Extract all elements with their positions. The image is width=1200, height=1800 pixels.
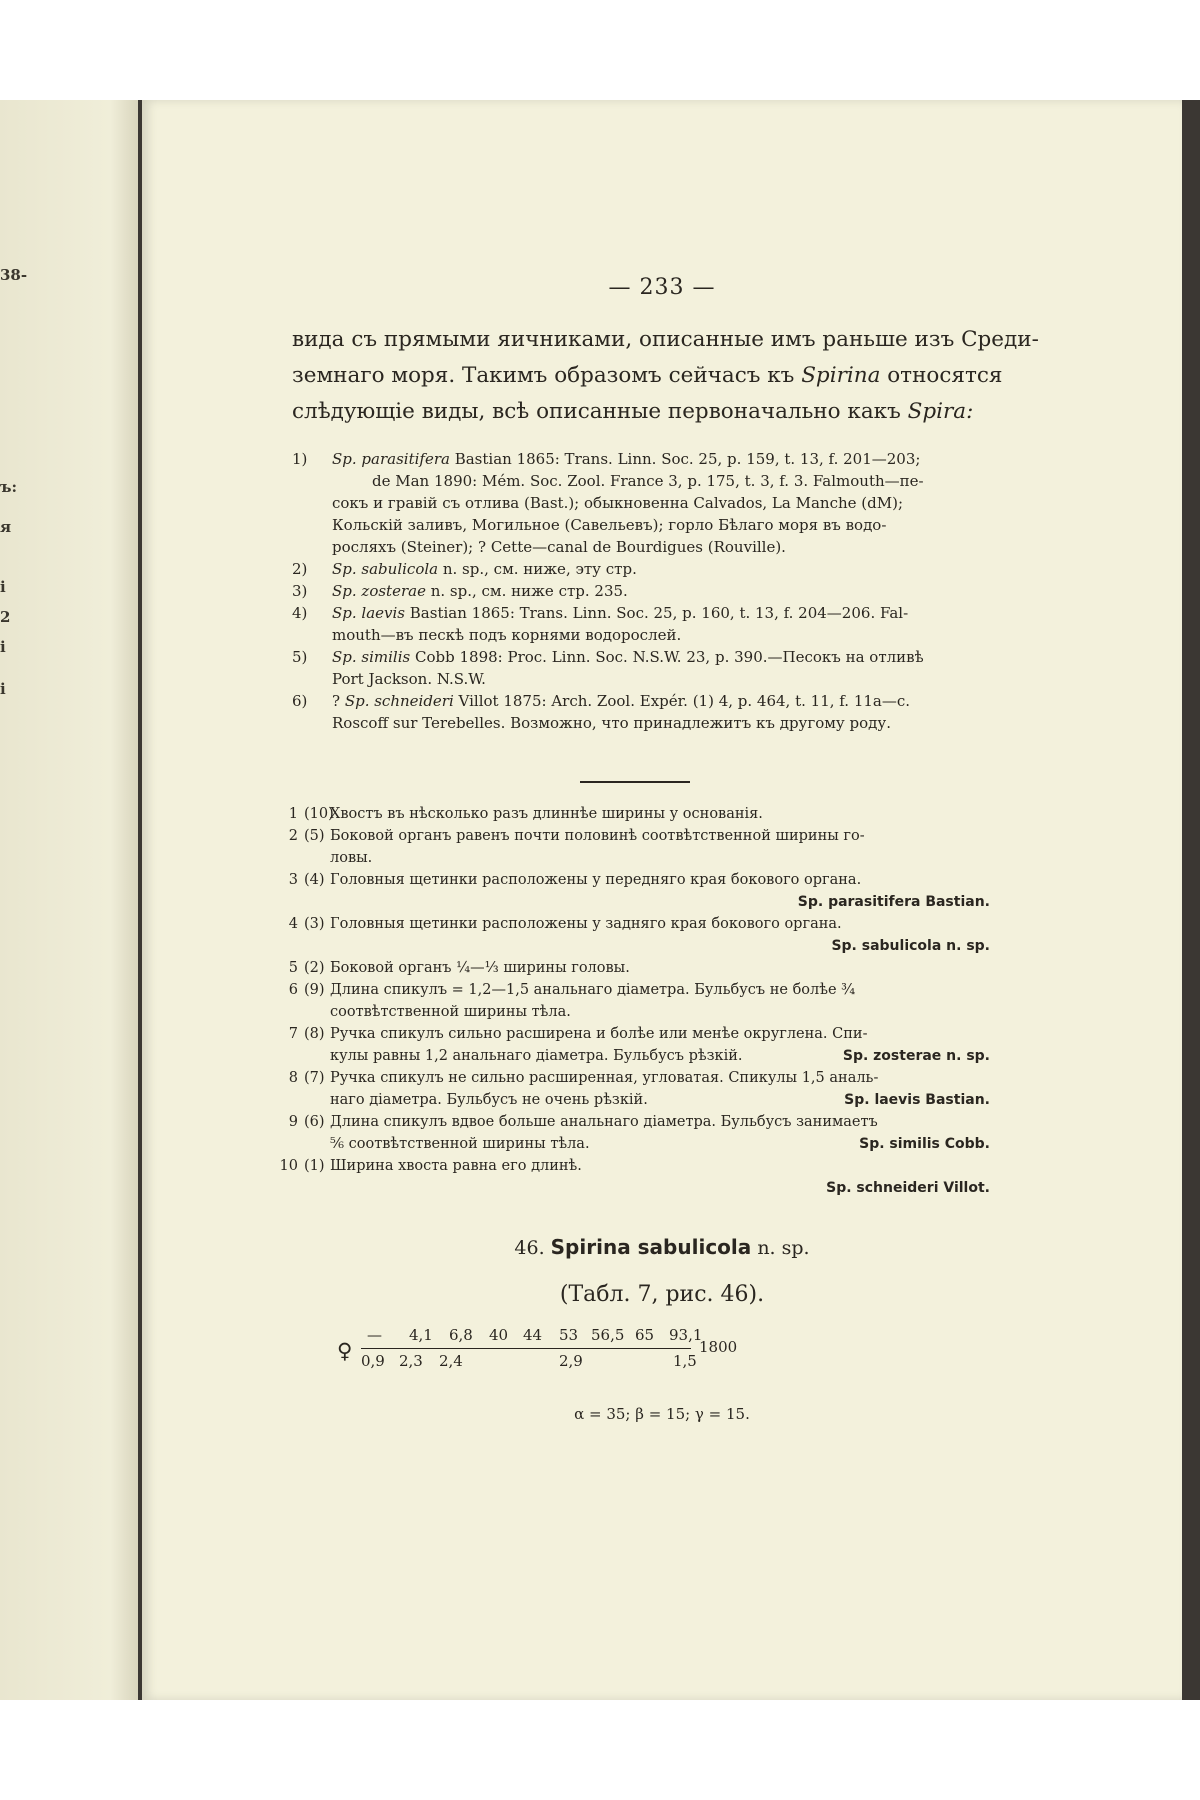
text: вида съ прямыми яичниками, описанные имъ раньше изъ Среди- [292,327,1039,352]
formula-bottom-value: 1,5 [673,1352,697,1370]
key-line: ловы. [330,850,373,866]
key-alt-number: (9) [304,982,325,998]
measurement-formula [337,1325,1037,1395]
key-step-number: 7 [288,1026,298,1042]
section-divider [580,781,690,783]
key-row [270,957,990,979]
key-species-line [330,1177,990,1199]
key-line-wrap [330,1133,990,1155]
text: n. sp., см. ниже, эту стр. [438,560,637,578]
heading-number: 46. [514,1237,545,1259]
intro-line [292,394,986,430]
key-species-line [330,891,990,913]
text: слѣдующіе виды, всѣ описанные первоначально какъ [292,399,908,424]
body-ratios: α = 35; β = 15; γ = 15. [574,1405,750,1423]
plate-reference: (Табл. 7, рис. 46). [559,1282,765,1307]
key-row [270,1067,990,1111]
key-line: Головныя щетинки расположены у задняго края бокового органа. [330,916,842,932]
key-step-number: 5 [288,960,298,976]
key-line: ⅚ соотвѣтственной ширины тѣла. [330,1136,590,1152]
key-line: соотвѣтственной ширины тѣла. [330,1004,571,1020]
text: ? [332,692,345,710]
key-species-name: Sp. zosterae n. sp. [842,1048,990,1064]
formula-top-value: 56,5 [591,1326,625,1344]
key-text [320,957,990,979]
species-name: Sp. sabulicola [332,560,439,578]
key-alt-number: (3) [304,916,325,932]
key-text [320,825,990,869]
key-step-number: 9 [288,1114,298,1130]
species-item [292,646,992,690]
key-line: наго діаметра. Бульбусъ не очень рѣзкій. [330,1092,648,1108]
key-alt-number: (8) [304,1026,325,1042]
key-alt-number: (5) [304,828,325,844]
formula-fraction-line [361,1348,691,1349]
species-name: Sp. zosterae [332,582,426,600]
female-symbol-icon: ♀ [337,1339,353,1363]
species-item [292,580,992,602]
item-number: 5) [292,648,308,666]
formula-top-value: 6,8 [449,1326,473,1344]
key-step-number: 8 [288,1070,298,1086]
key-step-number: 3 [288,872,298,888]
heading-suffix: n. sp. [757,1237,810,1259]
text: Villot 1875: Arch. Zool. Expér. (1) 4, p. 464, t. 11, f. 11a—c. [453,692,911,710]
key-row [270,803,990,825]
key-alt-number: (10) [304,806,334,822]
key-text [320,869,990,913]
text: сокъ и гравій съ отлива (Bast.); обыкновенна Calvados, La Manche (dM); [332,494,903,512]
text: Roscoff sur Terebelles. Возможно, что принадлежитъ къ другому роду. [332,714,891,732]
identification-key [270,803,990,1199]
left-fragment: і [0,638,6,656]
formula-top-value: — [367,1326,382,1344]
intro-paragraph [292,322,1039,430]
key-text [320,979,990,1023]
text: Bastian 1865: Trans. Linn. Soc. 25, p. 160, t. 13, f. 204—206. Fal- [405,604,909,622]
formula-bottom-value: 2,4 [439,1352,463,1370]
key-alt-number: (7) [304,1070,325,1086]
formula-bottom-value: 0,9 [361,1352,385,1370]
key-step-number: 1 [288,806,298,822]
key-line: Длина спикулъ = 1,2—1,5 анальнаго діаметра. Бульбусъ не болѣе ¾ [330,982,856,998]
key-species-name: Sp. schneideri Villot. [826,1180,990,1196]
formula-top-value: 4,1 [409,1326,433,1344]
species-item [292,448,992,558]
formula-bottom-value: 2,9 [559,1352,583,1370]
key-row [270,869,990,913]
item-number: 4) [292,604,308,622]
left-fragment: 38- [0,266,28,284]
left-fragment: 2 [0,608,11,626]
key-species-line [330,935,990,957]
key-line: Ручка спикулъ сильно расширена и болѣе или менѣе округлена. Спи- [330,1026,868,1042]
species-name: Sp. parasitifera [332,450,450,468]
text: de Man 1890: Mém. Soc. Zool. France 3, p. 175, t. 3, f. 3. Falmouth—пе- [372,472,924,490]
text: росляхъ (Steiner); ? Cette—canal de Bourdigues (Rouville). [332,538,786,556]
key-line: кулы равны 1,2 анальнаго діаметра. Бульбусъ рѣзкій. [330,1048,743,1064]
key-text [320,913,990,957]
formula-top-value: 53 [559,1326,579,1344]
left-page-edge [0,100,138,1700]
text: mouth—въ пескѣ подъ корнями водорослей. [332,626,682,644]
genus-italic: Spira: [907,399,974,424]
key-text [320,1155,990,1199]
item-number: 6) [292,692,308,710]
species-name: Sp. schneideri [344,692,454,710]
text: относятся [880,363,1003,388]
key-alt-number: (6) [304,1114,325,1130]
intro-line [292,358,1003,394]
book-page [142,100,1182,1700]
key-step-number: 6 [288,982,298,998]
key-line: Ручка спикулъ не сильно расширенная, угловатая. Спикулы 1,5 аналь- [330,1070,879,1086]
page-number: — 233 — [608,275,716,300]
key-text [320,803,990,825]
species-name: Sp. similis [332,648,411,666]
key-text [320,1111,990,1155]
text: Cobb 1898: Proc. Linn. Soc. N.S.W. 23, p. 390.—Песокъ на отливѣ [410,648,924,666]
key-step-number: 10 [279,1158,298,1174]
formula-top-value: 44 [523,1326,543,1344]
key-species-name: Sp. laevis Bastian. [844,1092,990,1108]
item-number: 2) [292,560,308,578]
key-step-number: 2 [288,828,298,844]
text: n. sp., см. ниже стр. 235. [425,582,628,600]
species-list [292,448,992,734]
left-fragment: і [0,680,6,698]
key-alt-number: (2) [304,960,325,976]
key-line: Ширина хвоста равна его длинѣ. [330,1158,582,1174]
key-line-wrap [330,1045,990,1067]
key-species-name: Sp. parasitifera Bastian. [797,894,990,910]
item-number: 1) [292,450,308,468]
heading-species-name: Spirina sabulicola [550,1235,752,1259]
species-name: Sp. laevis [332,604,406,622]
intro-line [292,322,1039,358]
left-fragment: я [0,518,12,536]
left-fragment: ъ: [0,478,18,496]
key-species-name: Sp. similis Cobb. [859,1136,990,1152]
key-line: Боковой органъ равенъ почти половинѣ соотвѣтственной ширины го- [330,828,865,844]
key-row [270,1111,990,1155]
key-line: Боковой органъ ¼—⅓ ширины головы. [330,960,630,976]
formula-bottom-value: 2,3 [399,1352,423,1370]
text: Port Jackson. N.S.W. [332,670,486,688]
formula-top-value: 65 [635,1326,655,1344]
text: Bastian 1865: Trans. Linn. Soc. 25, p. 159, t. 13, f. 201—203; [449,450,921,468]
key-row [270,1155,990,1199]
key-row [270,913,990,957]
species-item [292,690,992,734]
formula-total: 1800 [699,1338,738,1356]
text: Кольскій заливъ, Могильное (Савельевъ); горло Бѣлаго моря въ водо- [332,516,887,534]
key-line: Длина спикулъ вдвое больше анальнаго діаметра. Бульбусъ занимаетъ [330,1114,878,1130]
species-item [292,558,992,580]
key-step-number: 4 [288,916,298,932]
key-alt-number: (4) [304,872,325,888]
genus-italic: Spirina [801,363,881,388]
key-line: Хвостъ въ нѣсколько разъ длиннѣе ширины у основанія. [330,806,763,822]
key-row [270,1023,990,1067]
key-text [320,1023,990,1067]
text: земнаго моря. Такимъ образомъ сейчасъ къ [292,363,802,388]
key-alt-number: (1) [304,1158,325,1174]
key-line-wrap [330,1089,990,1111]
key-text [320,1067,990,1111]
key-species-name: Sp. sabulicola n. sp. [831,938,990,954]
species-heading [142,1235,1182,1259]
item-number: 3) [292,582,308,600]
formula-top-value: 93,1 [669,1326,703,1344]
left-fragment: і [0,578,6,596]
key-row [270,979,990,1023]
key-row [270,825,990,869]
species-item [292,602,992,646]
formula-top-value: 40 [489,1326,509,1344]
key-line: Головныя щетинки расположены у передняго края бокового органа. [330,872,862,888]
